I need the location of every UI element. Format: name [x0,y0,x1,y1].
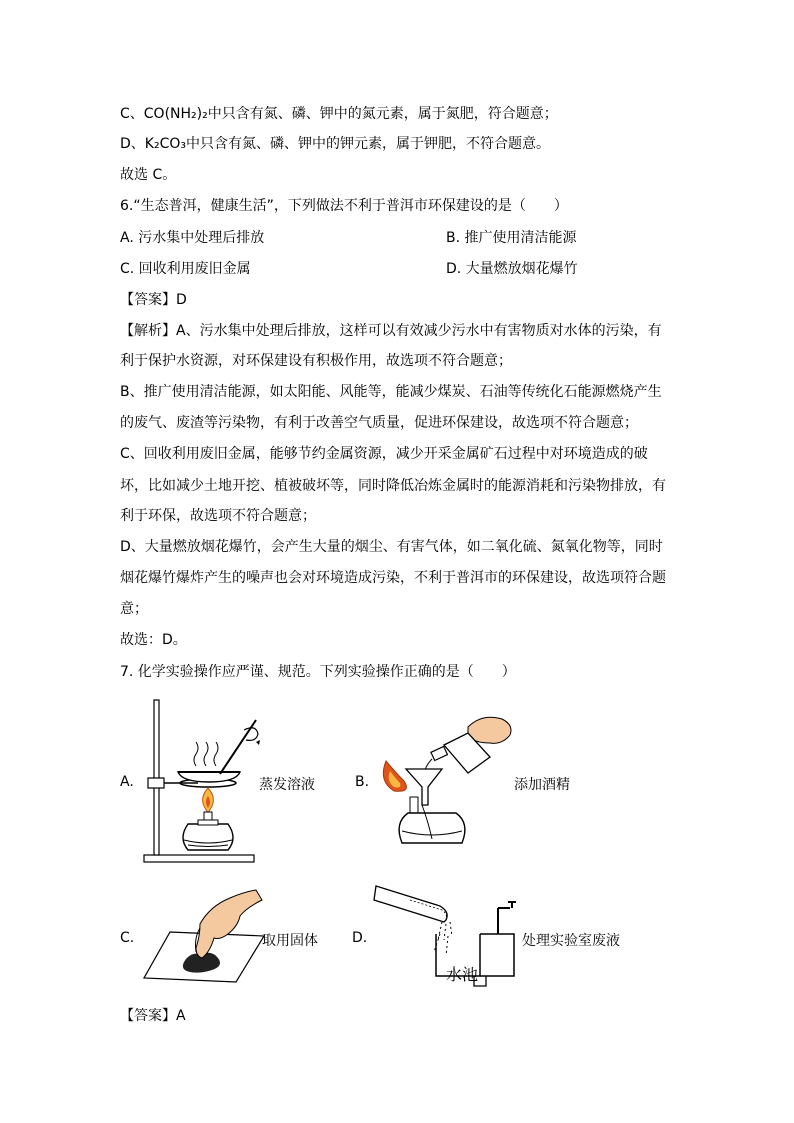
analysis-line-8: D、大量燃放烟花爆竹，会产生大量的烟尘、有害气体，如二氧化硫、氮氧化物等，同时 [120,539,663,555]
question-6-option-c: C. 回收利用废旧金属 [120,261,251,277]
analysis-line-9: 烟花爆竹爆炸产生的噪声也会对环境造成污染，不利于普洱市的环保建设，故选项符合题 [120,570,666,586]
analysis-line-11: 故选：D。 [120,632,187,648]
figure-c-caption: 取用固体 [262,933,318,949]
question-6-answer: 【答案】D [120,292,187,308]
figure-c-letter: C. [120,930,135,946]
figure-d-caption: 处理实验室废液 [522,933,620,949]
analysis-line-10: 意； [120,601,148,617]
taking-solid-figure [140,888,270,986]
analysis-line-4: 的废气、废渣等污染物，有利于改善空气质量，促进环保建设，故选项不符合题意； [120,415,638,431]
sink-label: 水池 [446,965,479,984]
analysis-line-2: 利于保护水资源，对环保建设有积极作用，故选项不符合题意； [120,353,512,369]
analysis-line-1: 【解析】A、污水集中处理后排放，这样可以有效减少污水中有害物质对水体的污染，有 [120,323,662,339]
question-7-stem: 7. 化学实验操作应严谨、规范。下列实验操作正确的是（ ） [120,664,516,680]
analysis-line-7: 利于环保，故选项不符合题意； [120,508,316,524]
analysis-line-5: C、回收利用废旧金属，能够节约金属资源，减少开采金属矿石过程中对环境造成的破 [120,446,648,462]
question-6-option-d: D. 大量燃放烟花爆竹 [446,261,578,277]
analysis-line-6: 坏，比如减少土地开挖、植被破坏等，同时降低冶炼金属时的能源消耗和污染物排放，有 [120,478,666,494]
question-6-option-a: A. 污水集中处理后排放 [120,230,265,246]
analysis-line-3: B、推广使用清洁能源，如太阳能、风能等，能减少煤炭、石油等传统化石能源燃烧产生 [120,384,662,400]
figure-b-letter: B. [355,774,370,790]
question-7-answer: 【答案】A [120,1008,186,1024]
question-6-stem: 6.“生态普洱，健康生活”，下列做法不利于普洱市环保建设的是（ ） [120,198,568,214]
text-line-d: D、K₂CO₃中只含有氮、磷、钾中的钾元素，属于钾肥，不符合题意。 [120,136,550,152]
evaporation-apparatus-figure [138,698,268,868]
question-6-option-b: B. 推广使用清洁能源 [446,230,577,246]
figure-a-caption: 蒸发溶液 [259,777,315,793]
text-line-choice: 故选 C。 [120,167,177,183]
figure-b-caption: 添加酒精 [514,777,570,793]
text-line-c: C、CO(NH₂)₂中只含有氮、磷、钾中的氮元素，属于氮肥，符合题意； [120,106,558,122]
figure-a-letter: A. [120,774,134,790]
adding-alcohol-figure [372,705,522,855]
figure-d-letter: D. [352,930,368,946]
